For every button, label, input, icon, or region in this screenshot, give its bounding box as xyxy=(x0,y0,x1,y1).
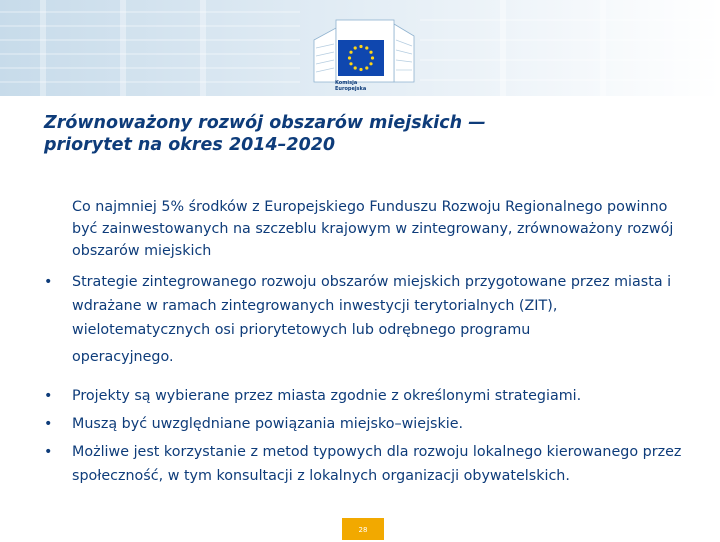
bullet-text: Muszą być uwzględniane powiązania miejsko–wiejskie. xyxy=(72,416,464,432)
bullet-list xyxy=(44,270,694,488)
bullet-text: Projekty są wybierane przez miasta zgodnie z określonymi strategiami. xyxy=(72,388,582,404)
slide-title-line-1: Zrównoważony rozwój obszarów miejskich — xyxy=(44,113,486,133)
bullet-marker: • xyxy=(44,388,53,404)
bullet-marker: • xyxy=(44,444,53,460)
bullet-text-continuation: operacyjnego. xyxy=(72,349,174,365)
bullet-marker: • xyxy=(44,274,53,290)
slide-title-line-2: priorytet na okres 2014–2020 xyxy=(44,135,336,155)
logo-text-line-1: Komisja xyxy=(335,80,358,86)
page-number: 28 xyxy=(342,518,384,540)
bullet-item xyxy=(44,440,694,488)
header-band xyxy=(0,0,720,96)
logo-text xyxy=(335,80,375,92)
bullet-item xyxy=(44,270,694,370)
intro-text: Co najmniej 5% środków z Europejskiego Funduszu Rozwoju Regionalnego powinno być zainwestowanych na szczeblu krajowym w zintegrowany, zrównoważony rozwój obszarów miejskich xyxy=(72,199,674,259)
bullet-marker: • xyxy=(44,416,53,432)
bullet-item xyxy=(44,412,694,436)
logo-text-line-2: Europejska xyxy=(335,86,367,92)
bullet-text: Strategie zintegrowanego rozwoju obszarów miejskich przygotowane przez miasta i wdrażane w ramach zintegrowanych inwestycji terytorialnych (ZIT), wielotematycznych osi priorytetowych lub odrębnego programu xyxy=(72,274,672,338)
slide-title xyxy=(44,112,604,156)
bullet-text: Możliwe jest korzystanie z metod typowych dla rozwoju lokalnego kierowanego przez społeczność, w tym konsultacji z lokalnych organizacji obywatelskich. xyxy=(72,444,682,484)
bullet-item xyxy=(44,384,694,408)
